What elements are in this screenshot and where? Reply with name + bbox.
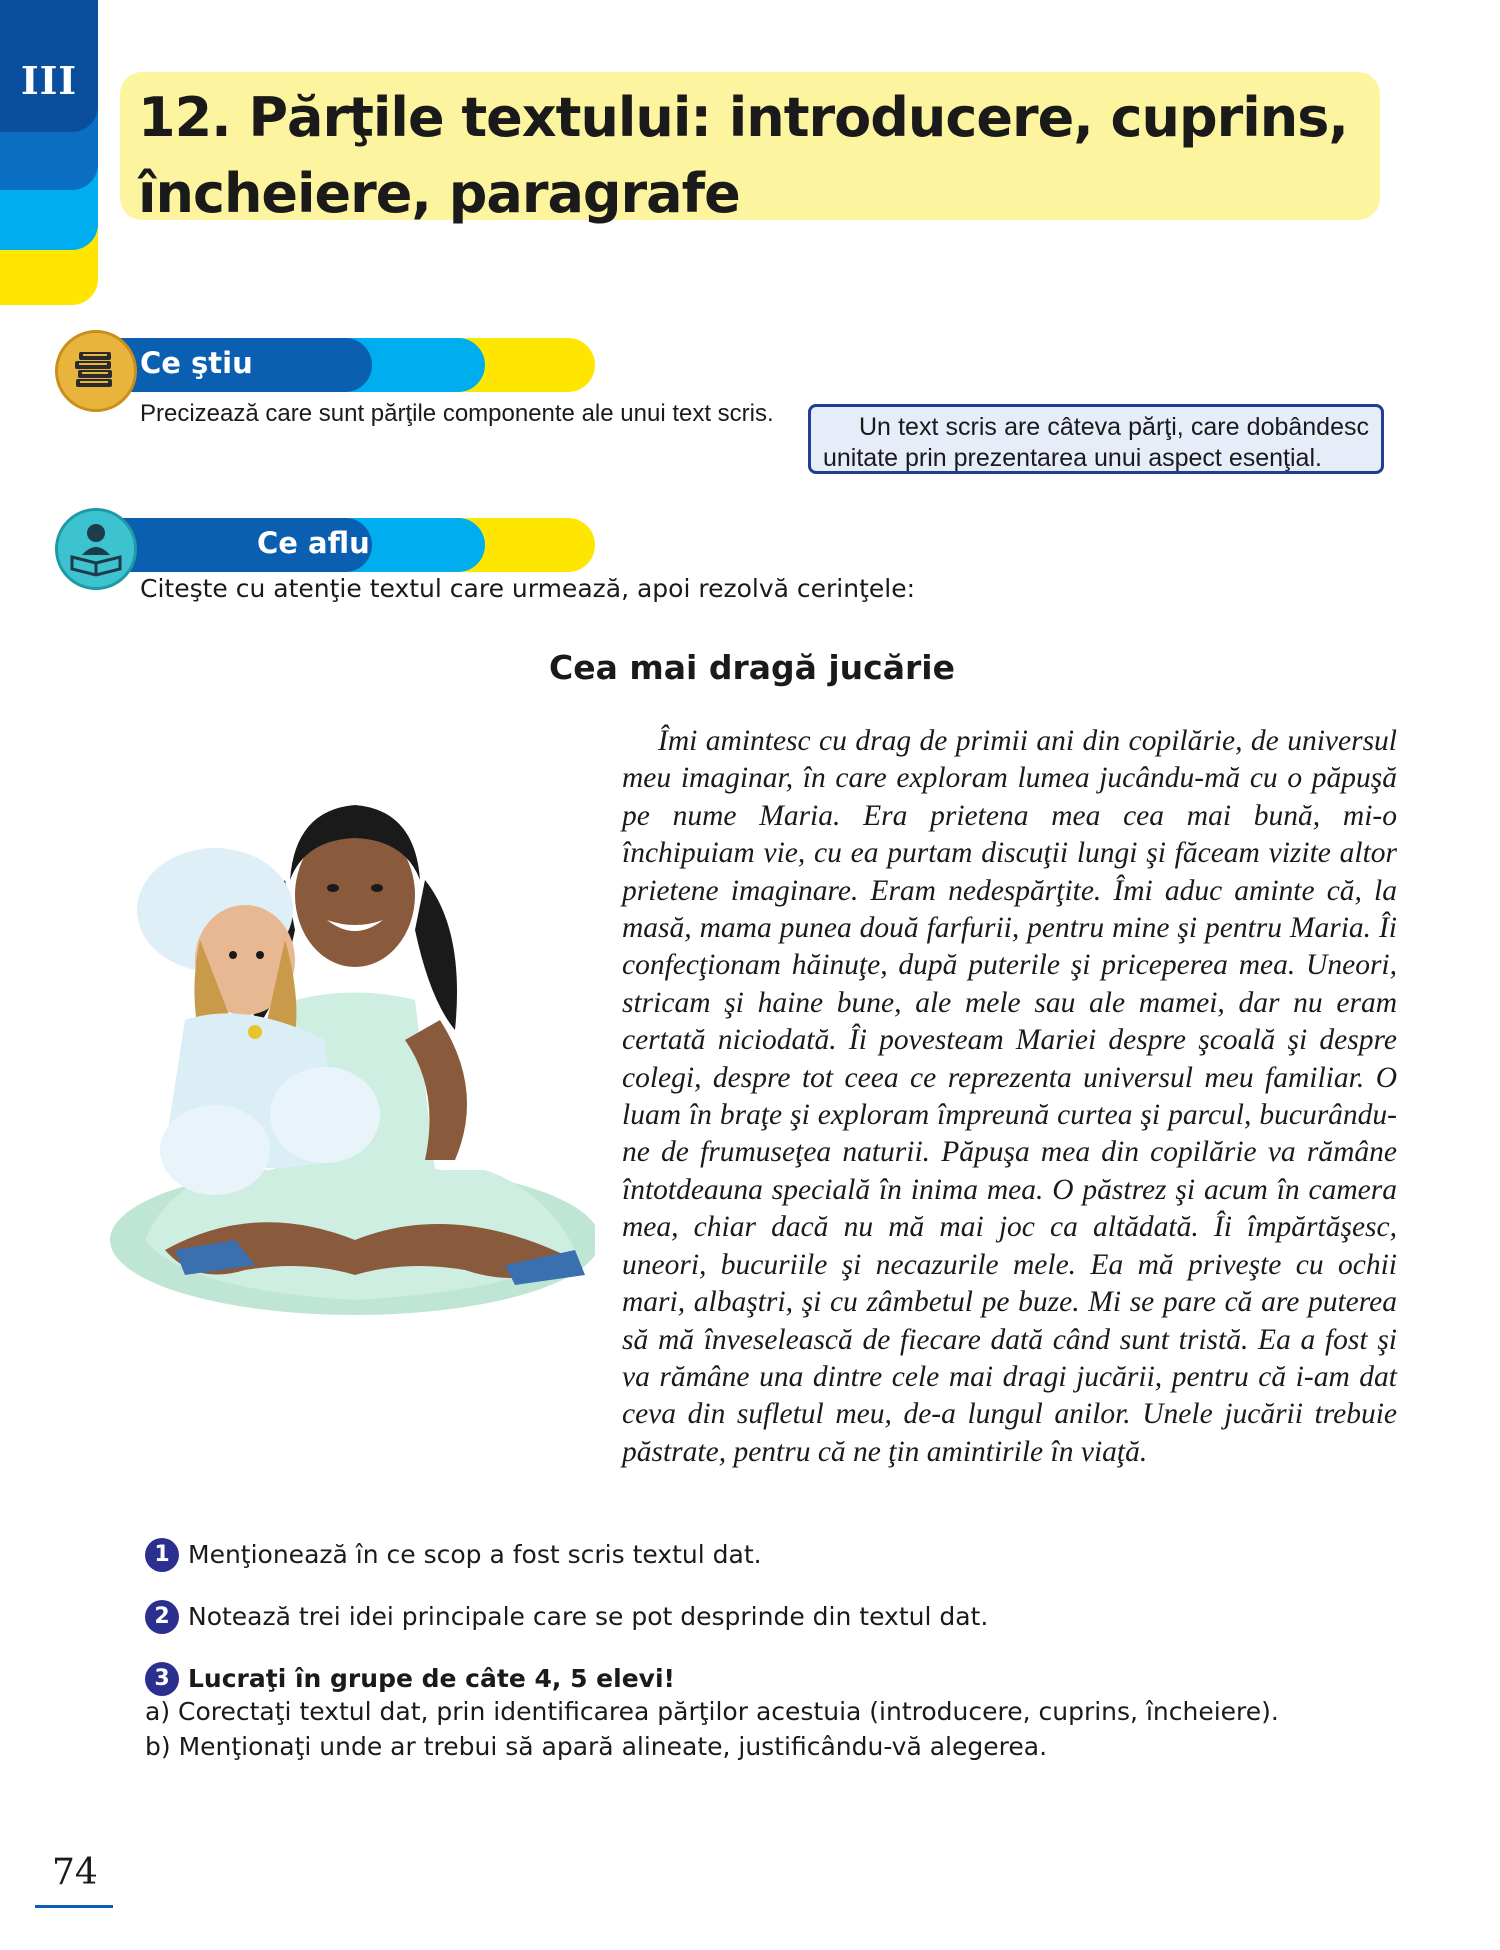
section-know-heading: Ce ştiu — [140, 346, 253, 380]
section-learn-banner — [60, 518, 595, 572]
lesson-title-line: încheiere, paragrafe — [138, 162, 740, 225]
task3-item-b: b) Menţionaţi unde ar trebui să apară alineate, justificându-vă alegerea. — [145, 1732, 1048, 1761]
definition-box: Un text scris are câteva părţi, care dobândesc unitate prin prezentarea unui aspect esenţial. — [808, 404, 1384, 474]
task-number-badge: 3 — [145, 1662, 179, 1696]
section-learn-instruction: Citeşte cu atenţie textul care urmează, apoi rezolvă cerinţele: — [140, 574, 916, 603]
task-text: Notează trei idei principale care se pot desprinde din textul dat. — [188, 1602, 989, 1631]
books-icon — [55, 330, 137, 412]
story-title — [0, 648, 1500, 687]
section-learn-heading: Ce aflu — [257, 526, 370, 560]
story-title-text: Cea mai dragă jucărie — [549, 648, 955, 687]
story-body: Îmi amintesc cu drag de primii ani din copilărie, de universul meu imaginar, în care exploram lumea jucându-mă cu o păpuşă pe nume Maria. Era prietena mea cea mai bună, mi-o închipuiam vie, cu ea purtam discuţii lungi şi făceam vizite altor prietene imaginare. Eram nedespărţite. Îmi aduc aminte că, la masă, mama punea două farfurii, pentru mine şi pentru Maria. Îi confecţionam hăinuţe, după puterile şi priceperea mea. Uneori, stricam şi haine bune, ale mele sau ale mamei, dar nu eram certată niciodată. Îi povesteam Mariei despre şcoală şi despre colegi, despre tot ceea ce reprezenta universul meu familiar. O luam în braţe şi exploram împreună curtea şi parcul, bucurându-ne de frumuseţea naturii. Păpuşa mea din copilărie va rămâne întotdeauna specială în inima mea. O păstrez şi acum în camera mea, chiar dacă nu mă mai joc ca altădată. Îi împărtăşesc, uneori, bucuriile şi necazurile mele. Ea mă priveşte cu ochii mari, albaştri, şi cu zâmbetul pe buze. Mi se pare că are puterea să mă înveselească de fiecare dată când sunt tristă. Ea a fost şi va rămâne una dintre cele mai dragi jucării, pentru că i-am dat ceva din sufletul meu, de-a lungul anilor. Unele jucării trebuie păstrate, pentru că ne ţin amintirile în viaţă. — [622, 725, 1397, 1468]
reader-icon — [55, 508, 137, 590]
task3-item-a: a) Corectaţi textul dat, prin identificarea părţilor acestuia (introducere, cuprins, încheiere). — [145, 1697, 1279, 1726]
lesson-title — [138, 80, 1358, 232]
task-text-group-work: Lucraţi în grupe de câte 4, 5 elevi! — [188, 1664, 675, 1693]
page-number: 74 — [52, 1852, 98, 1893]
task-number-badge: 1 — [145, 1538, 179, 1572]
task-text: Menţionează în ce scop a fost scris textul dat. — [188, 1540, 762, 1569]
section-know-banner — [60, 338, 595, 392]
girl-with-doll-photo — [105, 770, 595, 1330]
task-number-badge: 2 — [145, 1600, 179, 1634]
lesson-title-line: 12. Părţile textului: introducere, cuprins, — [138, 86, 1348, 149]
page-number-underline — [35, 1905, 113, 1908]
chapter-label: III — [20, 58, 78, 103]
section-know-prompt: Precizează care sunt părţile componente ale unui text scris. — [140, 400, 774, 427]
